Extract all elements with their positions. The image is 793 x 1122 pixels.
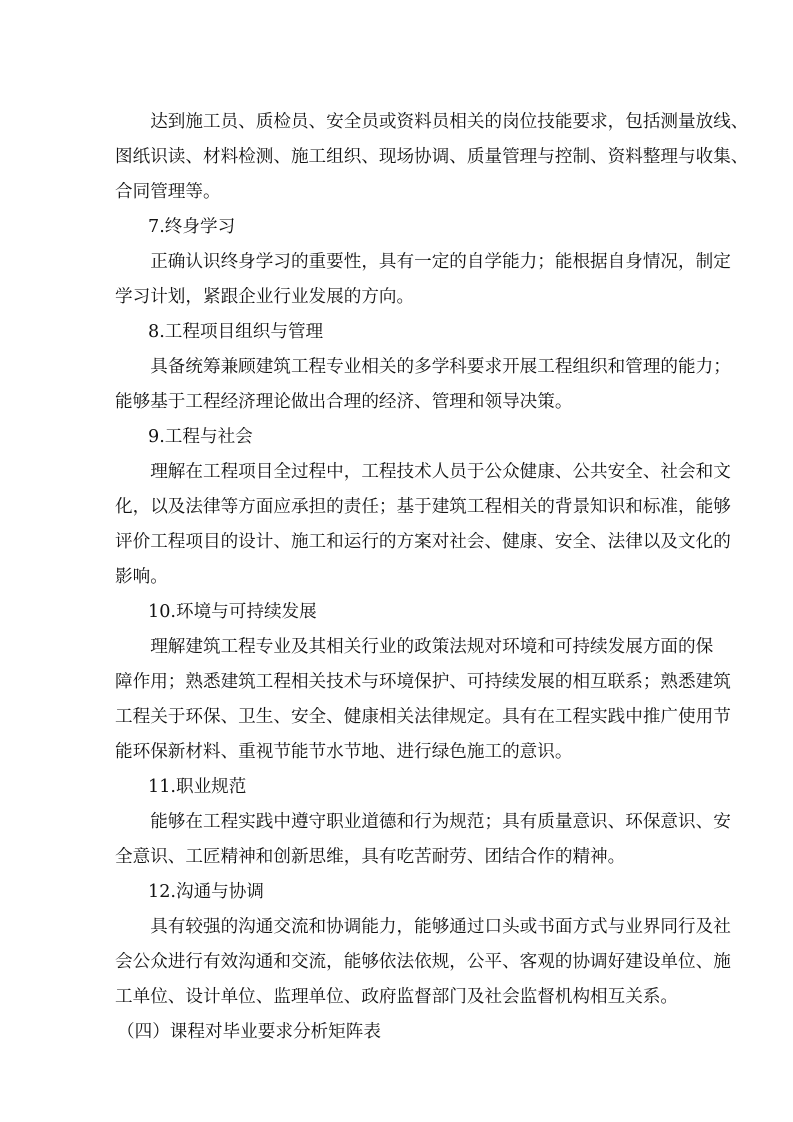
paragraph-line: 化，以及法律等方面应承担的责任；基于建筑工程相关的背景知识和标准，能够 bbox=[115, 497, 731, 517]
paragraph-line: 能够在工程实践中遵守职业道德和行为规范；具有质量意识、环保意识、安 bbox=[115, 812, 731, 832]
paragraph-line: 具有较强的沟通交流和协调能力，能够通过口头或书面方式与业界同行及社 bbox=[115, 917, 731, 937]
paragraph-line: 影响。 bbox=[115, 567, 168, 587]
subsection-title-matrix-table: （四）课程对毕业要求分析矩阵表 bbox=[117, 1022, 381, 1042]
paragraph-line: 评价工程项目的设计、施工和运行的方案对社会、健康、安全、法律以及文化的 bbox=[115, 532, 731, 552]
paragraph-line: 达到施工员、质检员、安全员或资料员相关的岗位技能要求，包括测量放线、 bbox=[115, 112, 749, 132]
paragraph-line: 合同管理等。 bbox=[115, 182, 221, 202]
paragraph-line: 具备统筹兼顾建筑工程专业相关的多学科要求开展工程组织和管理的能力； bbox=[115, 357, 731, 377]
section-heading-engineering-society: 9.工程与社会 bbox=[148, 427, 253, 447]
section-heading-professional-norms: 11.职业规范 bbox=[148, 777, 247, 797]
paragraph-line: 正确认识终身学习的重要性，具有一定的自学能力；能根据自身情况，制定 bbox=[115, 252, 731, 272]
paragraph-line: 会公众进行有效沟通和交流，能够依法依规，公平、客观的协调好建设单位、施 bbox=[115, 952, 731, 972]
paragraph-line: 工程关于环保、卫生、安全、健康相关法律规定。具有在工程实践中推广使用节 bbox=[115, 707, 731, 727]
section-heading-environment: 10.环境与可持续发展 bbox=[148, 602, 317, 622]
paragraph-line: 图纸识读、材料检测、施工组织、现场协调、质量管理与控制、资料整理与收集、 bbox=[115, 147, 749, 167]
paragraph-line: 学习计划，紧跟企业行业发展的方向。 bbox=[115, 287, 415, 307]
paragraph-line: 能够基于工程经济理论做出合理的经济、管理和领导决策。 bbox=[115, 392, 573, 412]
section-heading-lifelong-learning: 7.终身学习 bbox=[148, 217, 236, 237]
paragraph-line: 理解建筑工程专业及其相关行业的政策法规对环境和可持续发展方面的保 bbox=[115, 637, 714, 657]
paragraph-line: 工单位、设计单位、监理单位、政府监督部门及社会监督机构相互关系。 bbox=[115, 987, 679, 1007]
paragraph-line: 能环保新材料、重视节能节水节地、进行绿色施工的意识。 bbox=[115, 742, 573, 762]
section-heading-communication: 12.沟通与协调 bbox=[148, 882, 264, 902]
paragraph-line: 理解在工程项目全过程中，工程技术人员于公众健康、公共安全、社会和文 bbox=[115, 462, 731, 482]
paragraph-line: 障作用；熟悉建筑工程相关技术与环境保护、可持续发展的相互联系；熟悉建筑 bbox=[115, 672, 731, 692]
section-heading-project-management: 8.工程项目组织与管理 bbox=[148, 322, 324, 342]
paragraph-line: 全意识、工匠精神和创新思维，具有吃苦耐劳、团结合作的精神。 bbox=[115, 847, 626, 867]
